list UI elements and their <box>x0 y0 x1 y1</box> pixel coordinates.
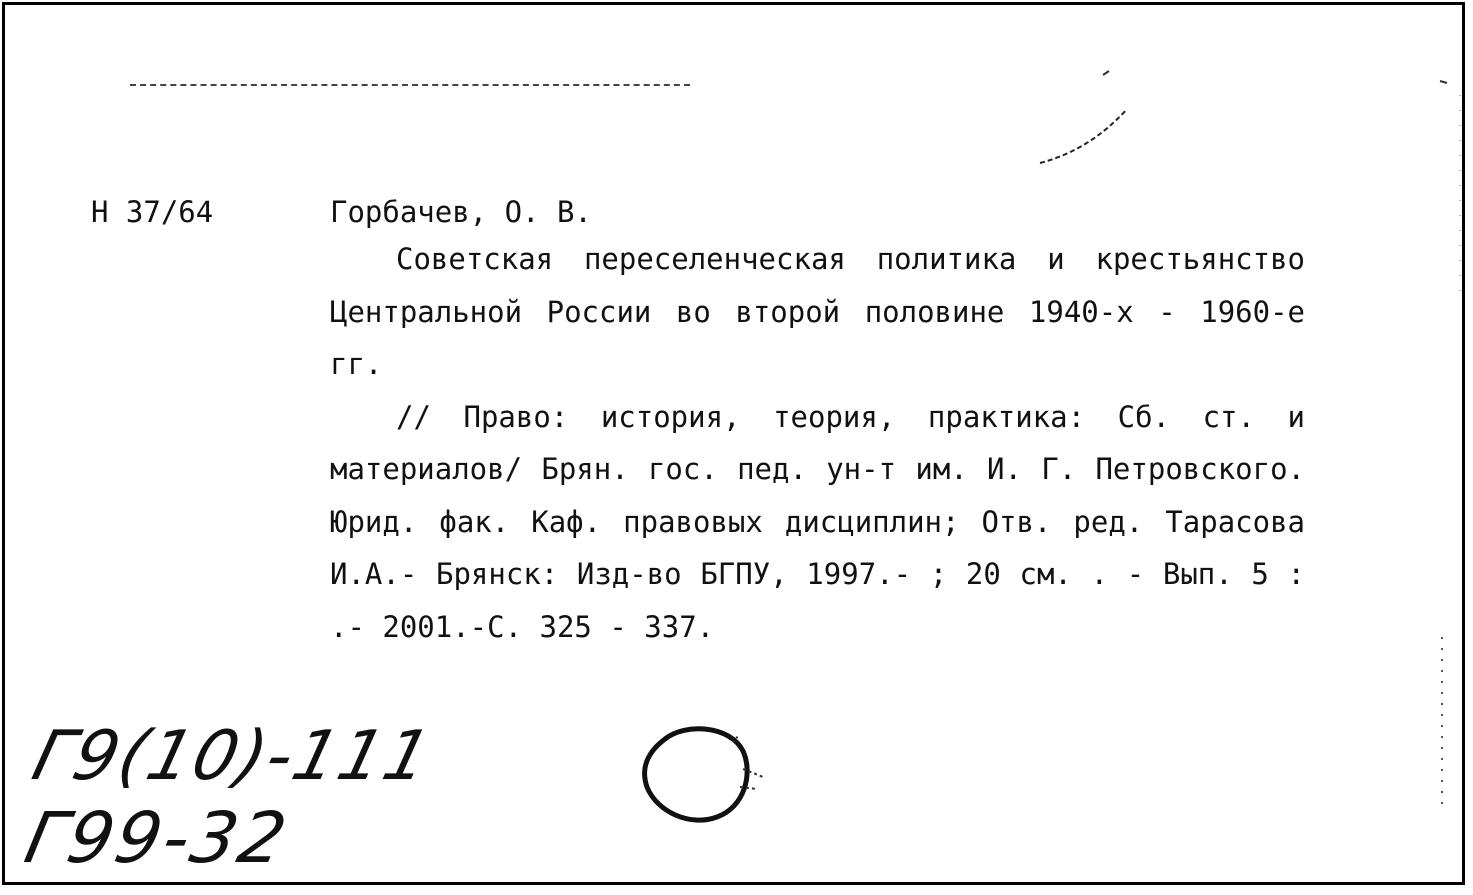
handwritten-classification-code: Г9(10)-111 <box>25 717 440 796</box>
handwritten-author-code: Г99-32 <box>18 797 297 879</box>
catalog-card <box>2 2 1465 885</box>
shelf-mark: Н 37/64 <box>91 195 214 229</box>
title-paragraph: Советская переселенческая политика и крестьянство Центральной России во второй половине 1940-х - 1960-е гг. <box>330 242 1305 381</box>
card-body <box>330 233 1305 653</box>
top-dashed-rule <box>130 84 690 86</box>
author-heading: Горбачев, О. В. <box>330 195 592 229</box>
hole-punch-circle-icon <box>635 717 785 832</box>
source-paragraph: // Право: история, теория, практика: Сб. ст. и материалов/ Брян. гос. пед. ун-т им. И. Г. Петровского. Юрид. фак. Каф. правовых дисциплин; Отв. ред. Тарасова И.А.- Брянск: Изд-во БГПУ, 1997.- ; 20 см. . - Вып. 5 : .- 2001.-С. 325 - 337. <box>330 399 1305 644</box>
